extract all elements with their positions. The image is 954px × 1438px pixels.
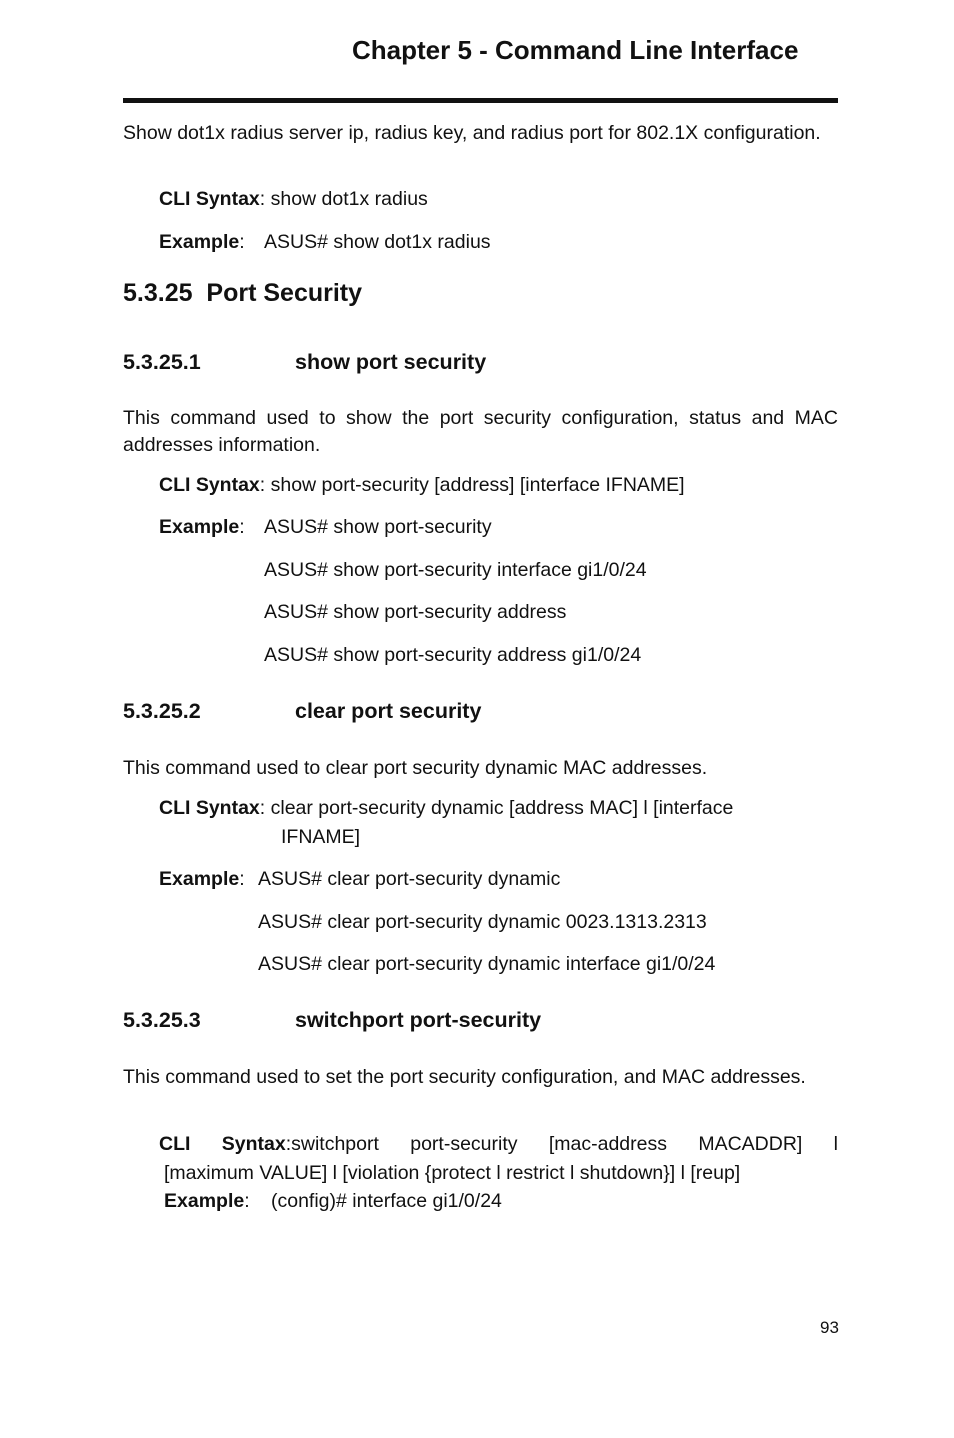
chapter-title: Chapter 5 - Command Line Interface [352, 35, 799, 65]
sub2-example-command: ASUS# clear port-security dynamic 0023.1313.2313 [258, 911, 707, 933]
example-label: Example [164, 1190, 245, 1212]
sub1-description: This command used to show the port security configuration, status and MAC addresses information. [123, 407, 838, 456]
example-label: Example [159, 516, 240, 538]
intro-example [159, 229, 245, 255]
page-number: 93 [820, 1318, 839, 1337]
sub3-cli-syntax-continued: [maximum VALUE] l [violation {protect l restrict l shutdown}] l [reup] [164, 1162, 741, 1184]
sub2-cli-syntax [159, 795, 733, 821]
cli-syntax-text: : show port-security [address] [interface IFNAME] [259, 474, 685, 496]
cli-syntax-text: : clear port-security dynamic [address MAC] l [interface [259, 797, 734, 819]
cli-syntax-label: CLI Syntax [159, 1133, 286, 1155]
cli-syntax-text: :switchport port-security [mac-address MACADDR] l [285, 1133, 838, 1155]
sub2-description: This command used to clear port security dynamic MAC addresses. [123, 757, 708, 779]
section-number: 5.3.25 [123, 279, 193, 307]
sub2-example-command: ASUS# clear port-security dynamic [258, 868, 561, 890]
cli-syntax-label: CLI Syntax [159, 797, 260, 819]
sub3-title: switchport port-security [295, 1008, 542, 1032]
sub3-description: This command used to set the port security configuration, and MAC addresses. [123, 1066, 806, 1088]
sub2-example [159, 866, 245, 892]
sub1-title: show port security [295, 350, 487, 374]
sub2-number: 5.3.25.2 [123, 699, 201, 723]
example-separator: : [239, 231, 245, 253]
sub1-example-command: ASUS# show port-security interface gi1/0/24 [264, 559, 647, 581]
example-separator: : [239, 868, 245, 890]
section-title: Port Security [206, 279, 363, 307]
sub2-cli-syntax-continued: IFNAME] [281, 826, 361, 848]
sub1-example-command: ASUS# show port-security address [264, 601, 567, 623]
example-label: Example [159, 231, 240, 253]
cli-syntax-label: CLI Syntax [159, 474, 260, 496]
example-separator: : [244, 1190, 250, 1212]
intro-cli-syntax [159, 186, 428, 212]
intro-paragraph: Show dot1x radius server ip, radius key, and radius port for 802.1X configuration. [123, 122, 821, 144]
sub2-title: clear port security [295, 699, 482, 723]
sub3-number: 5.3.25.3 [123, 1008, 201, 1032]
section-heading [123, 279, 362, 308]
sub1-cli-syntax [159, 472, 685, 498]
sub1-example-command: ASUS# show port-security address gi1/0/24 [264, 644, 642, 666]
sub1-number: 5.3.25.1 [123, 350, 201, 374]
sub3-cli-syntax [159, 1131, 838, 1157]
example-separator: : [239, 516, 245, 538]
header-rule [123, 98, 838, 103]
cli-syntax-label: CLI Syntax [159, 188, 260, 210]
intro-example-command: ASUS# show dot1x radius [264, 231, 491, 253]
example-label: Example [159, 868, 240, 890]
sub3-example-command: (config)# interface gi1/0/24 [271, 1190, 502, 1212]
cli-syntax-text: : show dot1x radius [259, 188, 428, 210]
sub2-example-command: ASUS# clear port-security dynamic interface gi1/0/24 [258, 953, 716, 975]
sub1-example-command: ASUS# show port-security [264, 516, 492, 538]
sub3-example [164, 1188, 250, 1214]
sub1-example [159, 514, 245, 540]
